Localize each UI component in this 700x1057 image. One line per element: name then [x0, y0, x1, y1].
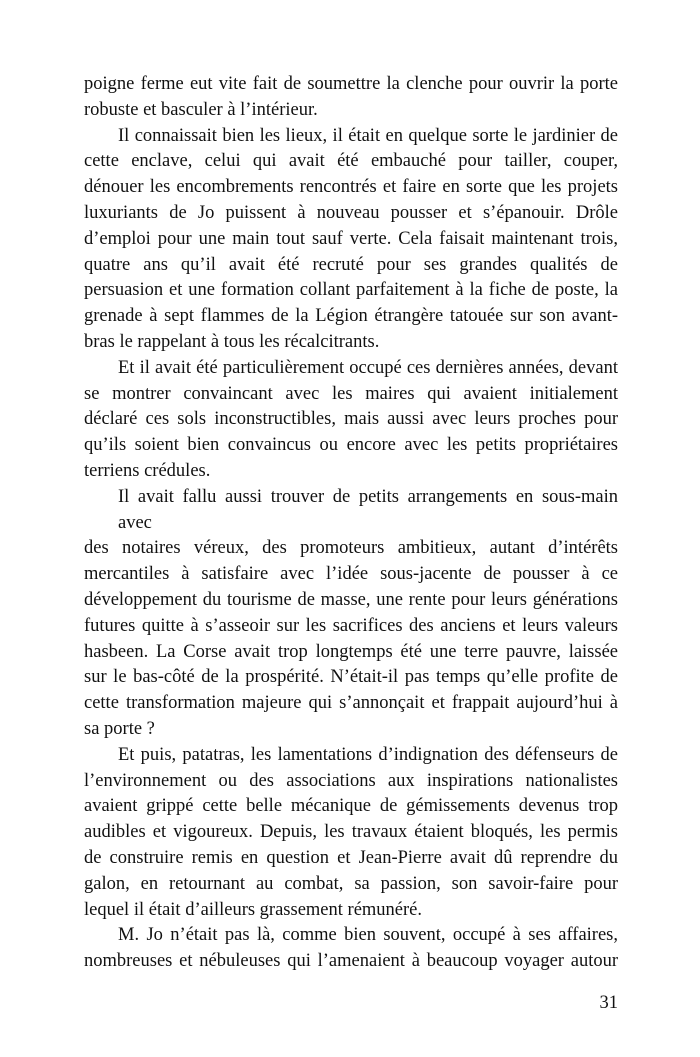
- text-line: audibles et vigoureux. Depuis, les travaux étaient bloqués, les permis: [84, 822, 618, 843]
- text-line: sa porte ?: [84, 718, 155, 739]
- text-line: grenade à sept flammes de la Légion étrangère tatouée sur son avant-: [84, 306, 618, 327]
- text-line: cette transformation majeure qui s’annonçait et frappait aujourd’hui à: [84, 693, 618, 714]
- text-line: luxuriants de Jo puissent à nouveau pousser et s’épanouir. Drôle: [84, 202, 618, 223]
- text-line: terriens crédules.: [84, 460, 211, 481]
- text-line: mercantiles à satisfaire avec l’idée sous-jacente de pousser à ce: [84, 564, 618, 585]
- paragraph: [84, 743, 618, 924]
- text-line: Et il avait été particulièrement occupé ces dernières années, devant: [118, 357, 618, 378]
- page-number: 31: [599, 992, 618, 1013]
- text-line: galon, en retournant au combat, sa passion, son savoir-faire pour: [84, 873, 618, 894]
- text-line: robuste et basculer à l’intérieur.: [84, 99, 318, 120]
- paragraph: [84, 485, 618, 743]
- text-line: futures quitte à s’asseoir sur les sacrifices des anciens et leurs valeurs: [84, 615, 618, 636]
- paragraph: [84, 124, 618, 356]
- text-line: qu’ils soient bien convaincus ou encore avec les petits propriétaires: [84, 435, 618, 456]
- text-line: Il connaissait bien les lieux, il était en quelque sorte le jardinier de: [118, 125, 618, 146]
- text-line: avaient grippé cette belle mécanique de gémissements devenus trop: [84, 796, 618, 817]
- text-line: d’emploi pour une main tout sauf verte. Cela faisait maintenant trois,: [84, 228, 618, 249]
- text-line: l’environnement ou des associations aux inspirations nationalistes: [84, 770, 618, 791]
- text-line: Et puis, patatras, les lamentations d’indignation des défenseurs de: [118, 744, 618, 765]
- text-line: quatre ans qu’il avait été recruté pour ses grandes qualités de: [84, 254, 618, 275]
- paragraph: [84, 72, 618, 124]
- text-line: développement du tourisme de masse, une rente pour leurs générations: [84, 589, 618, 610]
- text-line: de construire remis en question et Jean-Pierre avait dû reprendre du: [84, 847, 618, 868]
- text-line: poigne ferme eut vite fait de soumettre la clenche pour ouvrir la porte: [84, 74, 618, 94]
- text-line: lequel il était d’ailleurs grassement rémunéré.: [84, 899, 423, 920]
- text-line: nombreuses et nébuleuses qui l’amenaient à beaucoup voyager autour: [84, 951, 618, 972]
- text-line: sur le bas-côté de la prospérité. N’était-il pas temps qu’elle profite de: [84, 667, 618, 688]
- page-body-text: [84, 72, 618, 975]
- text-line: bras le rappelant à tous les récalcitrants.: [84, 331, 380, 352]
- text-line: Il avait fallu aussi trouver de petits arrangements en sous-main avec: [118, 486, 618, 533]
- text-line: persuasion et une formation collant parfaitement à la fiche de poste, la: [84, 280, 618, 301]
- text-line: cette enclave, celui qui avait été embauché pour tailler, couper,: [84, 151, 618, 172]
- text-line: se montrer convaincant avec les maires qui avaient initialement: [84, 383, 618, 404]
- paragraph: [84, 923, 618, 975]
- text-line: dénouer les encombrements rencontrés et faire en sorte que les projets: [84, 177, 618, 198]
- text-line: des notaires véreux, des promoteurs ambitieux, autant d’intérêts: [84, 538, 618, 559]
- text-line: M. Jo n’était pas là, comme bien souvent, occupé à ses affaires,: [118, 925, 618, 946]
- text-line: hasbeen. La Corse avait trop longtemps été une terre pauvre, laissée: [84, 641, 618, 662]
- text-line: déclaré ces sols inconstructibles, mais aussi avec leurs proches pour: [84, 409, 618, 430]
- paragraph: [84, 356, 618, 485]
